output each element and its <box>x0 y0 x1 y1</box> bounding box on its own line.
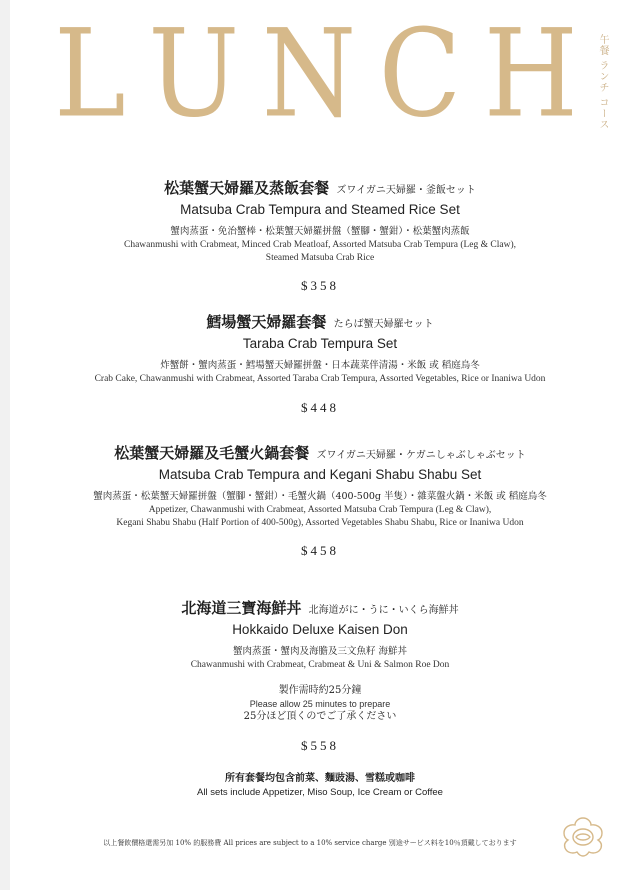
inclusions-en: All sets include Appetizer, Miso Soup, Ice Cream or Coffee <box>197 787 443 798</box>
item-zh-desc: 蟹肉蒸蛋・蟹肉及海膽及三文魚籽 海鮮丼 <box>232 646 408 657</box>
item-en-desc: Appetizer, Chawanmushi with Crabmeat, Assorted Matsuba Crab Tempura (Leg & Claw), <box>148 505 492 515</box>
lunch-title <box>54 4 578 145</box>
item-en-desc: Chawanmushi with Crabmeat, Minced Crab Meatloaf, Assorted Matsuba Crab Tempura (Leg & Claw), <box>123 240 516 250</box>
item-zh-desc: 蟹肉蒸蛋・松葉蟹天婦羅拼盤（蟹腳・蟹鉗）・毛蟹火鍋（400-500g 半隻）・雜菜盤火鍋・米飯 或 稻庭烏冬 <box>93 491 547 502</box>
inclusions-zh: 所有套餐均包含前菜、麵豉湯、雪糕或咖啡 <box>225 773 415 784</box>
prep-note-zh: 製作需時約25分鐘 <box>278 684 362 696</box>
title-letter: C <box>378 4 462 145</box>
item-zh-title: 北海道三寶海鮮丼 <box>181 599 302 617</box>
item-zh-desc: 蟹肉蒸蛋・免治蟹棒・松葉蟹天婦羅拼盤（蟹腳・蟹鉗）・松葉蟹肉蒸飯 <box>170 226 470 237</box>
title-letter: L <box>54 4 126 145</box>
page-edge <box>0 0 10 890</box>
item-en-title: Hokkaido Deluxe Kaisen Don <box>232 622 408 637</box>
item-price: $558 <box>301 737 339 753</box>
item-jp-title: 北海道がに・うに・いくら海鮮丼 <box>308 605 459 616</box>
prep-note-en: Please allow 25 minutes to prepare <box>249 698 391 709</box>
menu-item <box>40 312 600 416</box>
item-en-title: Matsuba Crab Tempura and Steamed Rice Set <box>180 202 460 217</box>
item-price: $458 <box>301 543 339 558</box>
item-zh-desc: 炸蟹餅・蟹肉蒸蛋・鱈場蟹天婦羅拼盤・日本蔬菜伴清湯・米飯 或 稻庭烏冬 <box>160 360 480 371</box>
item-zh-title: 鱈場蟹天婦羅套餐 <box>206 313 327 331</box>
item-zh-title: 松葉蟹天婦羅及毛蟹火鍋套餐 <box>114 444 310 462</box>
prep-note-jp: 25分ほど頂くのでご了承ください <box>243 710 397 722</box>
vertical-subtitle: 午餐 ランチ コース <box>597 34 608 131</box>
item-price: $448 <box>301 399 339 415</box>
service-charge-note: 以上餐飲價格還需另加 10% 的服務費 All prices are subject to a 10% service charge 別途サービス料を10％頂戴しております <box>103 839 517 847</box>
item-en-desc: Chawanmushi with Crabmeat, Crabmeat & Uni & Salmon Roe Don <box>190 660 450 670</box>
menu-item <box>40 598 600 754</box>
item-jp-title: ズワイガニ天婦羅・釜飯セット <box>336 185 476 196</box>
item-en-title: Matsuba Crab Tempura and Kegani Shabu Shabu Set <box>158 467 482 482</box>
item-price: $358 <box>301 278 339 293</box>
item-en-title: Taraba Crab Tempura Set <box>242 336 398 351</box>
item-zh-title: 松葉蟹天婦羅及蒸飯套餐 <box>164 179 330 197</box>
item-en-desc: Kegani Shabu Shabu (Half Portion of 400-500g), Assorted Vegetables Shabu Shabu, Rice or Inaniwa Udon <box>116 517 524 528</box>
item-en-desc: Crab Cake, Chawanmushi with Crabmeat, Assorted Taraba Crab Tempura, Assorted Vegetables, Rice or Inaniwa Udon <box>94 374 546 384</box>
item-en-desc: Steamed Matsuba Crab Rice <box>265 252 375 263</box>
title-letter: N <box>261 4 357 145</box>
title-letter: U <box>148 4 240 145</box>
item-jp-title: たらば蟹天婦羅セット <box>333 319 434 330</box>
menu-item <box>40 443 600 559</box>
crest-emblem-icon <box>558 815 608 857</box>
set-inclusions <box>40 772 600 799</box>
menu-item <box>40 178 600 294</box>
title-letter: H <box>483 4 578 145</box>
item-jp-title: ズワイガニ天婦羅・ケガニしゃぶしゃぶセット <box>316 450 526 461</box>
prep-note <box>40 684 600 724</box>
